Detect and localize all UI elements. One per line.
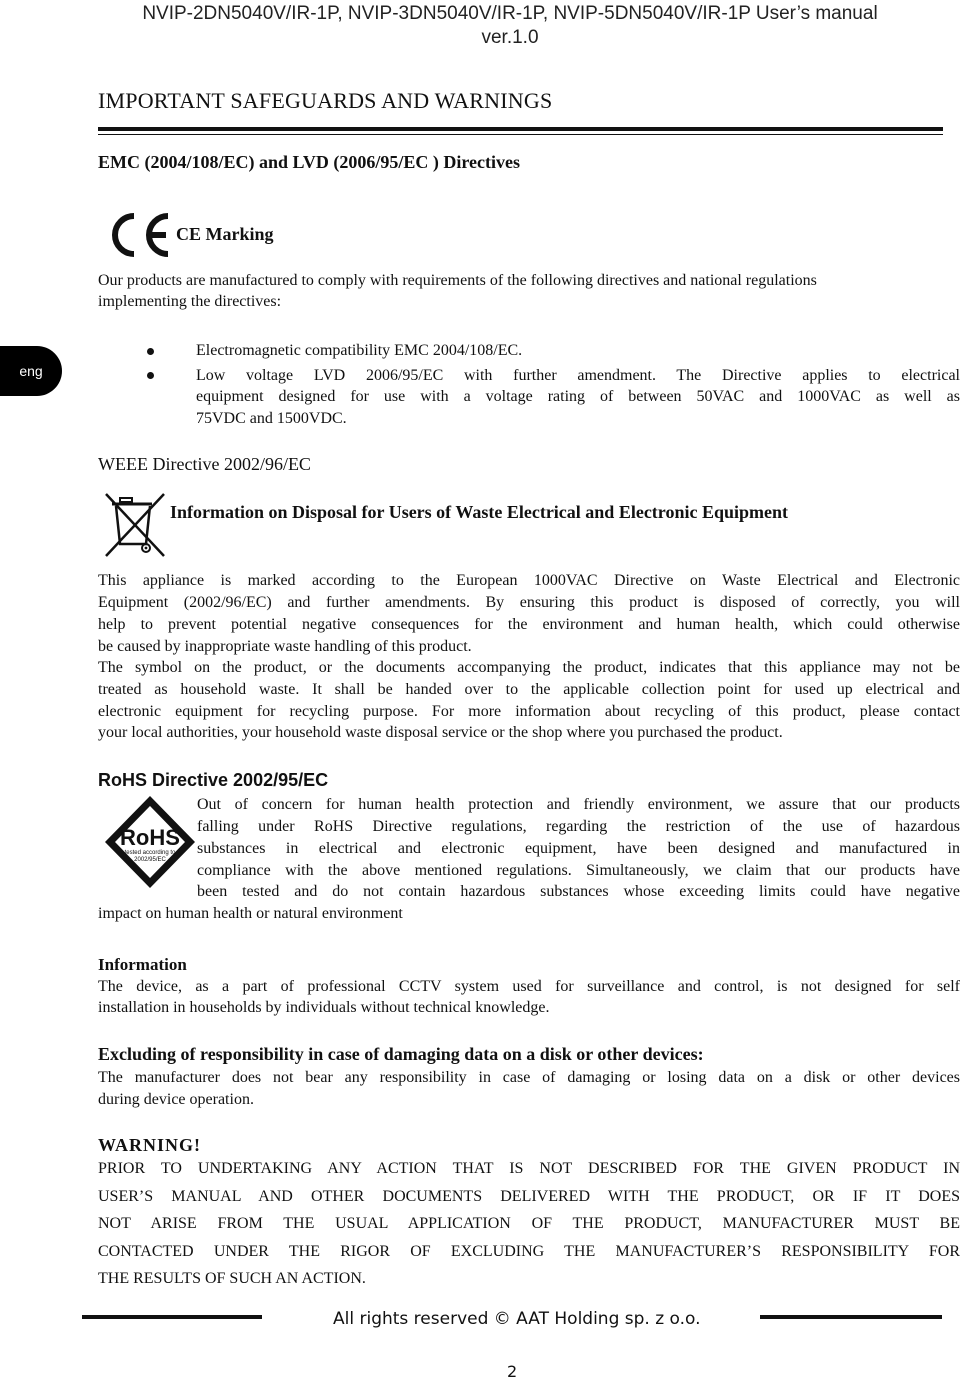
warning-line: THE RESULTS OF SUCH AN ACTION. <box>98 1270 366 1287</box>
footer-rule-left <box>82 1315 262 1319</box>
information-line1: The device, as a part of professional CCTV system used for surveillance and control, is not designed for self <box>98 978 960 995</box>
exclusion-line2: during device operation. <box>98 1091 254 1108</box>
language-tab: eng <box>0 346 62 396</box>
weee-heading: WEEE Directive 2002/96/EC <box>98 454 311 474</box>
rohs-logo-subtext-1: tested according to <box>124 850 176 856</box>
emc-intro-line1: Our products are manufactured to comply with requirements of the following directives and national regulations <box>98 272 817 289</box>
emc-bullet-1: Electromagnetic compatibility EMC 2004/108/EC. <box>196 342 523 359</box>
bullet-dot <box>147 348 154 355</box>
exclusion-heading: Excluding of responsibility in case of damaging data on a disk or other devices: <box>98 1044 704 1064</box>
warning-line: NOT ARISE FROM THE USUAL APPLICATION OF THE PRODUCT, MANUFACTURER MUST BE <box>98 1215 960 1232</box>
exclusion-line1: The manufacturer does not bear any responsibility in case of damaging or losing data on a disk or other devices <box>98 1069 960 1086</box>
rohs-line: been tested and do not contain hazardous substances whose exceeding limits could have negative <box>197 883 960 900</box>
weee-line: Equipment (2002/96/EC) and further amendments. By ensuring this product is disposed of correctly, you will <box>98 594 960 611</box>
rohs-heading: RoHS Directive 2002/95/EC <box>98 770 329 790</box>
ce-mark-icon <box>108 210 172 260</box>
weee-line: treated as household waste. It shall be handed over to the applicable collection point for used up electrical and <box>98 681 960 698</box>
lvd-bullet-line1: Low voltage LVD 2006/95/EC with further amendment. The Directive applies to electrical <box>196 367 960 384</box>
lvd-bullet-line3: 75VDC and 1500VDC. <box>196 410 347 427</box>
warning-heading: WARNING! <box>98 1135 202 1155</box>
bullet-dot <box>147 372 154 379</box>
warning-line: PRIOR TO UNDERTAKING ANY ACTION THAT IS NOT DESCRIBED FOR THE GIVEN PRODUCT IN <box>98 1160 960 1177</box>
weee-line: The symbol on the product, or the documents accompanying the product, indicates that this appliance may not be <box>98 659 960 676</box>
weee-line: help to prevent potential negative consequences for the environment and human health, which could otherwise <box>98 616 960 633</box>
page-number: 2 <box>507 1362 518 1381</box>
manual-header-version: ver.1.0 <box>481 27 539 48</box>
title-rule-thick <box>98 127 943 131</box>
weee-line: be caused by inappropriate waste handling of this product. <box>98 638 472 655</box>
page-title: IMPORTANT SAFEGUARDS AND WARNINGS <box>98 88 553 113</box>
rohs-line: substances in electrical and electronic equipment, have been designed and manufactured in <box>197 840 960 857</box>
weee-line: This appliance is marked according to the European 1000VAC Directive on Waste Electrical and Electronic <box>98 572 960 589</box>
manual-header-line1: NVIP-2DN5040V/IR-1P, NVIP-3DN5040V/IR-1P, NVIP-5DN5040V/IR-1P User’s manual <box>142 3 878 24</box>
rohs-line: falling under RoHS Directive regulations, regarding the restriction of the use of hazardous <box>197 818 960 835</box>
weee-line: electronic equipment for recycling purpose. For more information about recycling of this product, please contact <box>98 703 960 720</box>
rohs-line: Out of concern for human health protection and friendly environment, we assure that our products <box>197 796 960 813</box>
rohs-logo-text: RoHS <box>120 825 180 850</box>
warning-line: CONTACTED UNDER THE RIGOR OF EXCLUDING THE MANUFACTURER’S RESPONSIBILITY FOR <box>98 1243 960 1260</box>
title-rule-thin <box>98 134 943 135</box>
ce-marking-label: CE Marking <box>176 224 274 244</box>
weee-subheading: Information on Disposal for Users of Waste Electrical and Electronic Equipment <box>170 502 788 522</box>
emc-intro-line2: implementing the directives: <box>98 293 282 310</box>
rohs-last-line: impact on human health or natural environment <box>98 905 403 922</box>
weee-line: your local authorities, your household waste disposal service or the shop where you purchased the product. <box>98 724 783 741</box>
information-line2: installation in households by individuals without technical knowledge. <box>98 999 550 1016</box>
emc-heading: EMC (2004/108/EC) and LVD (2006/95/EC ) Directives <box>98 152 520 172</box>
warning-line: USER’S MANUAL AND OTHER DOCUMENTS DELIVERED WITH THE PRODUCT, OR IF IT DOES <box>98 1188 960 1205</box>
footer-rule-right <box>760 1315 942 1319</box>
weee-bin-icon <box>102 492 168 560</box>
rohs-logo <box>103 794 197 890</box>
rohs-logo-subtext-2: 2002/95/EC <box>134 857 166 863</box>
information-heading: Information <box>98 955 187 974</box>
lvd-bullet-line2: equipment designed for use with a voltage rating of between 50VAC and 1000VAC as well as <box>196 388 960 405</box>
rohs-line: compliance with the above mentioned regulations. Simultaneously, we claim that our products have <box>197 862 960 879</box>
footer-copyright: All rights reserved © AAT Holding sp. z o.o. <box>333 1309 701 1329</box>
